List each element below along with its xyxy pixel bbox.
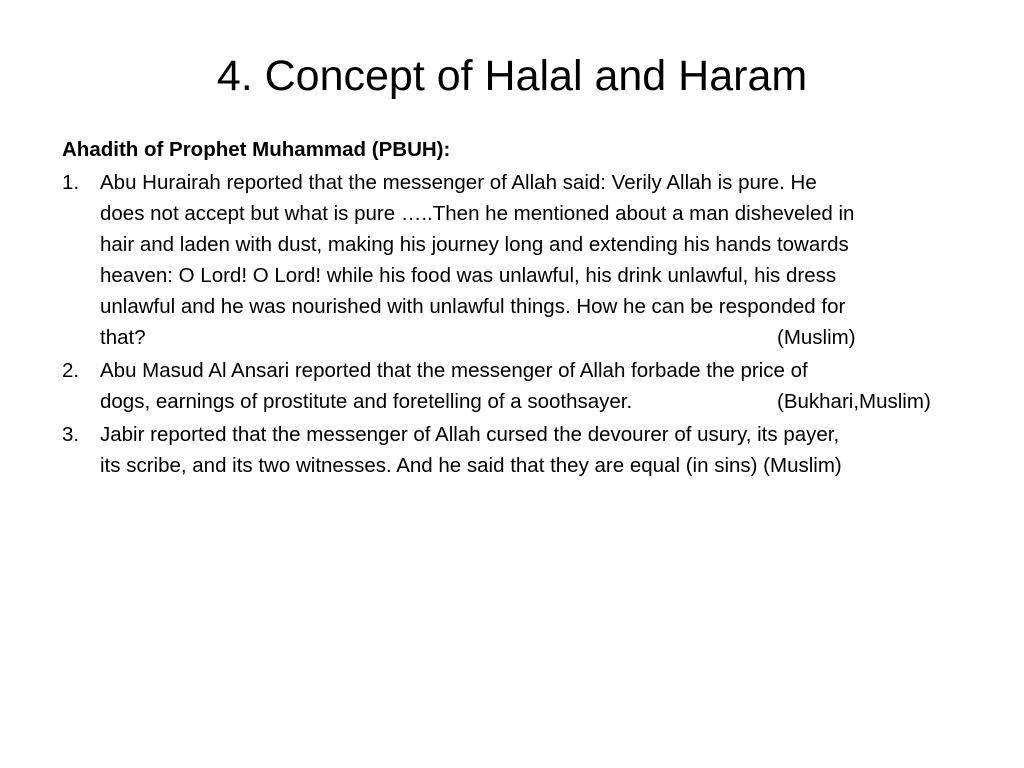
item-number: 2. — [62, 359, 80, 382]
text-line-with-source — [100, 386, 974, 417]
text-line: Abu Masud Al Ansari reported that the messenger of Allah forbade the price of — [100, 359, 808, 382]
source-citation: (Bukhari,Muslim) — [777, 390, 931, 413]
text-line: unlawful and he was nourished with unlawful things. How he can be responded for — [100, 295, 846, 318]
slide-title: 4. Concept of Halal and Haram — [216, 52, 808, 100]
subheading: Ahadith of Prophet Muhammad (PBUH): — [62, 138, 451, 161]
text-line-with-source — [100, 322, 974, 353]
text-line: Abu Hurairah reported that the messenger of Allah said: Verily Allah is pure. He — [100, 171, 817, 194]
text-line: Jabir reported that the messenger of Allah cursed the devourer of usury, its payer, — [100, 423, 840, 446]
text-line: its scribe, and its two witnesses. And he said that they are equal (in sins) (Muslim) — [100, 454, 842, 477]
text-line: does not accept but what is pure …..Then he mentioned about a man disheveled in — [100, 202, 855, 225]
text-line: dogs, earnings of prostitute and foretelling of a soothsayer. — [100, 390, 633, 413]
hadith-list — [62, 167, 974, 481]
text-line: heaven: O Lord! O Lord! while his food was unlawful, his drink unlawful, his dress — [100, 264, 837, 287]
hadith-item-3 — [62, 419, 974, 481]
hadith-item-1 — [62, 167, 974, 353]
text-line: hair and laden with dust, making his journey long and extending his hands towards — [100, 233, 849, 256]
hadith-item-2 — [62, 355, 974, 417]
text-line: that? — [100, 326, 146, 349]
source-citation: (Muslim) — [777, 326, 856, 349]
item-number: 1. — [62, 171, 80, 194]
item-number: 3. — [62, 423, 80, 446]
slide-content — [62, 134, 974, 483]
